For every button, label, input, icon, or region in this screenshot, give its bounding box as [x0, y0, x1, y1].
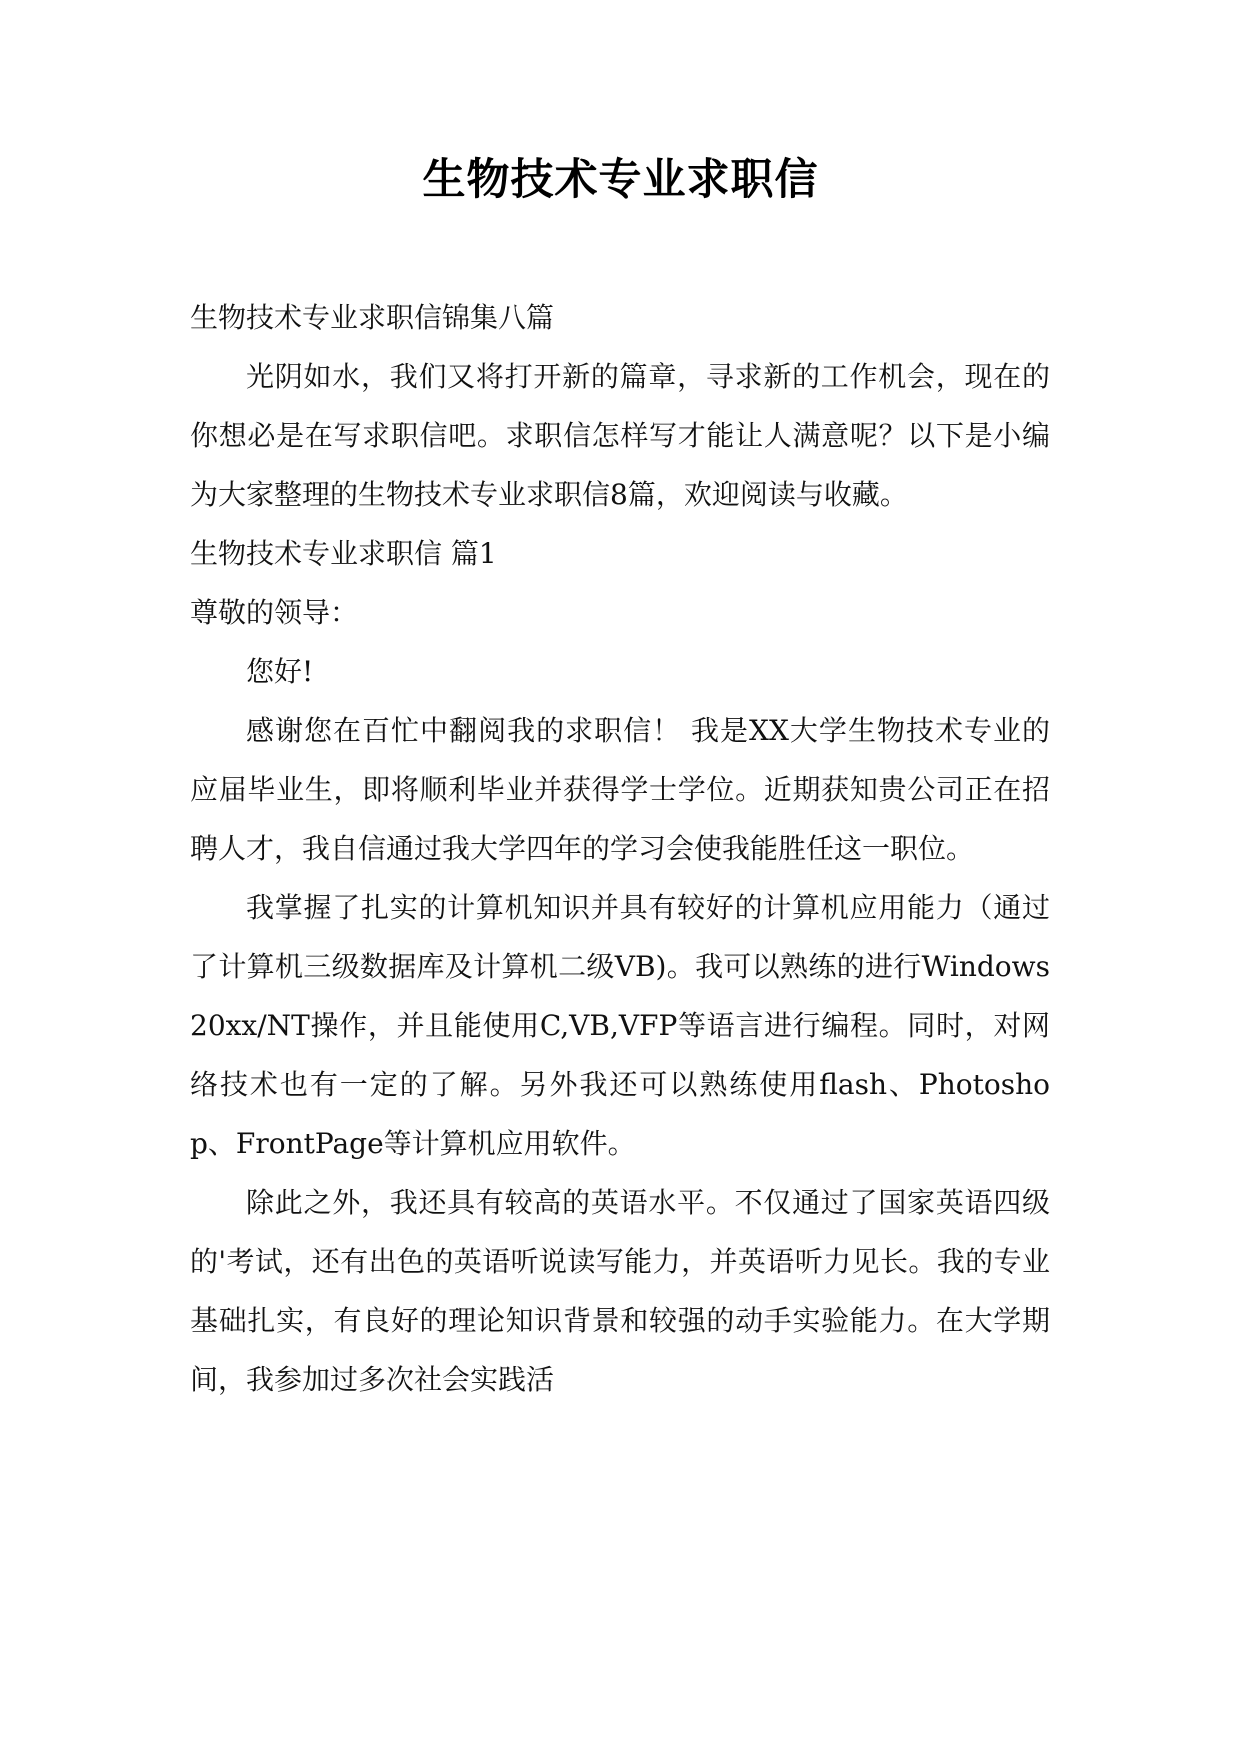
section-heading: 生物技术专业求职信 篇1: [190, 537, 497, 570]
greeting: 您好!: [246, 655, 314, 688]
document-body: [190, 288, 1050, 1409]
subtitle-paragraph: 生物技术专业求职信锦集八篇: [190, 301, 555, 334]
body-paragraph: 除此之外，我还具有较高的英语水平。不仅通过了国家英语四级的'考试，还有出色的英语听说读写能力，并英语听力见长。我的专业基础扎实，有良好的理论知识背景和较强的动手实验能力。在大学期间，我参加过多次社会实践活: [190, 1186, 1050, 1396]
salutation: 尊敬的领导：: [190, 596, 359, 629]
document-title: 生物技术专业求职信: [422, 155, 819, 205]
body-paragraph: 我掌握了扎实的计算机知识并具有较好的计算机应用能力（通过了计算机三级数据库及计算机二级VB)。我可以熟练的进行Windows 20xx/NT操作，并且能使用C,VB,VFP等语言进行编程。同时，对网络技术也有一定的了解。另外我还可以熟练使用flash、Photoshop、FrontPage等计算机应用软件。: [190, 891, 1050, 1160]
intro-paragraph: 光阴如水，我们又将打开新的篇章，寻求新的工作机会，现在的你想必是在写求职信吧。求职信怎样写才能让人满意呢？以下是小编为大家整理的生物技术专业求职信8篇，欢迎阅读与收藏。: [190, 360, 1050, 511]
body-paragraph: 感谢您在百忙中翻阅我的求职信！ 我是XX大学生物技术专业的应届毕业生，即将顺利毕业并获得学士学位。近期获知贵公司正在招聘人才，我自信通过我大学四年的学习会使我能胜任这一职位。: [190, 714, 1050, 865]
